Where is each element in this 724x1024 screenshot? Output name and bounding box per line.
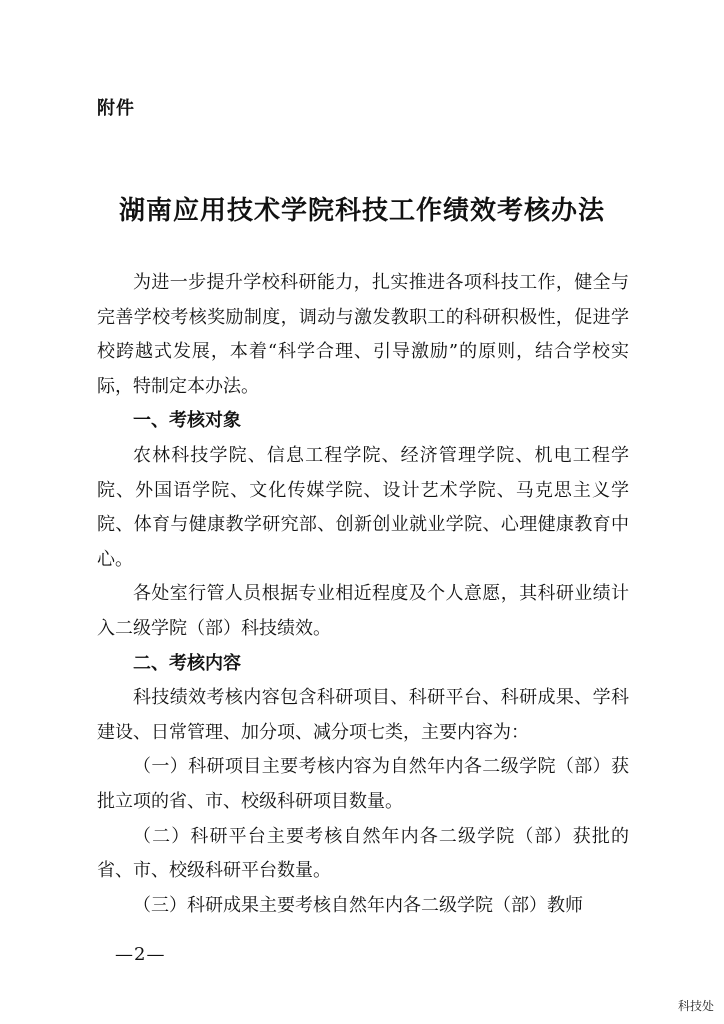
section2-paragraph-1: 科技绩效考核内容包含科研项目、科研平台、科研成果、学科建设、日常管理、加分项、减分项七类，主要内容为： xyxy=(97,687,629,743)
section1-paragraph-2: 各处室行管人员根据专业相近程度及个人意愿，其科研业绩计入二级学院（部）科技绩效。 xyxy=(97,583,629,639)
page-number: —2— xyxy=(115,944,166,965)
attachment-label: 附件 xyxy=(97,98,135,119)
section2-item-3: （三）科研成果主要考核自然年内各二级学院（部）教师 xyxy=(133,894,583,916)
intro-paragraph: 为进一步提升学校科研能力，扎实推进各项科技工作，健全与完善学校考核奖励制度，调动与激发教职工的科研积极性，促进学校跨越式发展，本着“科学合理、引导激励”的原则，结合学校实际，特制定本办法。 xyxy=(97,272,629,397)
section-heading-2: 二、考核内容 xyxy=(133,652,241,674)
section1-paragraph-1: 农林科技学院、信息工程学院、经济管理学院、机电工程学院、外国语学院、文化传媒学院、设计艺术学院、马克思主义学院、体育与健康教学研究部、创新创业就业学院、心理健康教育中心。 xyxy=(97,444,629,570)
watermark-text: 科技处 xyxy=(677,999,714,1013)
section-heading-1: 一、考核对象 xyxy=(133,410,241,432)
section2-item-1: （一）科研项目主要考核内容为自然年内各二级学院（部）获批立项的省、市、校级科研项目数量。 xyxy=(97,756,629,812)
document-title: 湖南应用技术学院科技工作绩效考核办法 xyxy=(118,196,605,226)
section2-item-2: （二）科研平台主要考核自然年内各二级学院（部）获批的省、市、校级科研平台数量。 xyxy=(97,825,629,882)
document-body xyxy=(97,266,629,923)
